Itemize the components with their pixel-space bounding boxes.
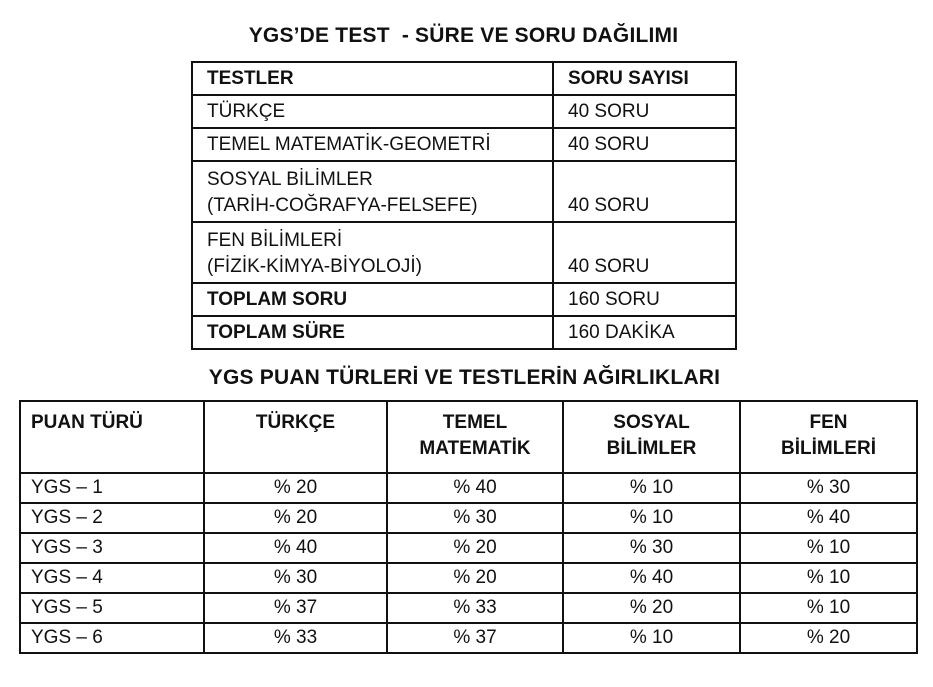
basic-math-column-header	[387, 401, 563, 473]
weight-cell: % 40	[740, 503, 917, 533]
test-name-cell	[192, 161, 553, 222]
header-line: SOSYAL	[613, 412, 690, 433]
turkish-column-header: TÜRKÇE	[204, 401, 387, 473]
table-header-row	[20, 401, 917, 473]
science-column-header	[740, 401, 917, 473]
total-time-label: TOPLAM SÜRE	[192, 316, 553, 349]
weight-cell: % 37	[387, 623, 563, 653]
question-count-cell: 40 SORU	[553, 95, 736, 128]
test-distribution-table	[191, 61, 737, 350]
question-count-cell: 40 SORU	[553, 128, 736, 161]
table-header-row	[192, 62, 736, 95]
social-sciences-column-header	[563, 401, 740, 473]
weight-cell: % 37	[204, 593, 387, 623]
header-line: TEMEL	[442, 412, 508, 433]
question-count-cell: 40 SORU	[553, 222, 736, 283]
header-line: MATEMATİK	[419, 438, 531, 459]
weight-cell: % 20	[387, 563, 563, 593]
test-name-cell: TEMEL MATEMATİK-GEOMETRİ	[192, 128, 553, 161]
tests-column-header: TESTLER	[192, 62, 553, 95]
header-line: BİLİMLERİ	[781, 438, 876, 459]
weight-cell: % 20	[204, 503, 387, 533]
weight-cell: % 30	[387, 503, 563, 533]
table-row	[192, 222, 736, 283]
header-line: FEN	[809, 412, 848, 433]
table-row	[20, 473, 917, 503]
total-questions-value: 160 SORU	[553, 283, 736, 316]
score-types-title: YGS PUAN TÜRLERİ VE TESTLERİN AĞIRLIKLARI	[208, 366, 721, 389]
score-type-cell: YGS – 4	[20, 563, 204, 593]
test-name-cell: TÜRKÇE	[192, 95, 553, 128]
table-row	[20, 623, 917, 653]
table-row	[20, 593, 917, 623]
score-weights-table	[19, 400, 918, 654]
weight-cell: % 30	[740, 473, 917, 503]
weight-cell: % 30	[563, 533, 740, 563]
table-row	[20, 563, 917, 593]
table-row	[192, 95, 736, 128]
weight-cell: % 10	[740, 533, 917, 563]
weight-cell: % 10	[563, 623, 740, 653]
score-type-cell: YGS – 3	[20, 533, 204, 563]
table-row	[20, 533, 917, 563]
weight-cell: % 33	[387, 593, 563, 623]
score-type-column-header: PUAN TÜRÜ	[20, 401, 204, 473]
total-questions-label: TOPLAM SORU	[192, 283, 553, 316]
score-type-cell: YGS – 2	[20, 503, 204, 533]
test-distribution-title: YGS’DE TEST - SÜRE VE SORU DAĞILIMI	[248, 24, 679, 47]
test-name-line: FEN BİLİMLERİ	[207, 230, 343, 251]
question-count-column-header: SORU SAYISI	[553, 62, 736, 95]
score-type-cell: YGS – 6	[20, 623, 204, 653]
weight-cell: % 20	[563, 593, 740, 623]
weight-cell: % 10	[740, 593, 917, 623]
score-type-cell: YGS – 5	[20, 593, 204, 623]
test-name-line: SOSYAL BİLİMLER	[207, 169, 373, 190]
weight-cell: % 33	[204, 623, 387, 653]
weight-cell: % 40	[387, 473, 563, 503]
weight-cell: % 40	[204, 533, 387, 563]
question-count-cell: 40 SORU	[553, 161, 736, 222]
weight-cell: % 30	[204, 563, 387, 593]
score-type-cell: YGS – 1	[20, 473, 204, 503]
table-row	[20, 503, 917, 533]
weight-cell: % 10	[563, 473, 740, 503]
weight-cell: % 20	[204, 473, 387, 503]
table-row	[192, 128, 736, 161]
total-time-value: 160 DAKİKA	[553, 316, 736, 349]
total-time-row	[192, 316, 736, 349]
weight-cell: % 10	[740, 563, 917, 593]
test-subjects-line: (FİZİK-KİMYA-BİYOLOJİ)	[207, 256, 422, 277]
total-questions-row	[192, 283, 736, 316]
weight-cell: % 20	[740, 623, 917, 653]
weight-cell: % 40	[563, 563, 740, 593]
test-subjects-line: (TARİH-COĞRAFYA-FELSEFE)	[207, 195, 478, 216]
weight-cell: % 20	[387, 533, 563, 563]
weight-cell: % 10	[563, 503, 740, 533]
test-name-cell	[192, 222, 553, 283]
header-line: BİLİMLER	[606, 438, 697, 459]
table-row	[192, 161, 736, 222]
